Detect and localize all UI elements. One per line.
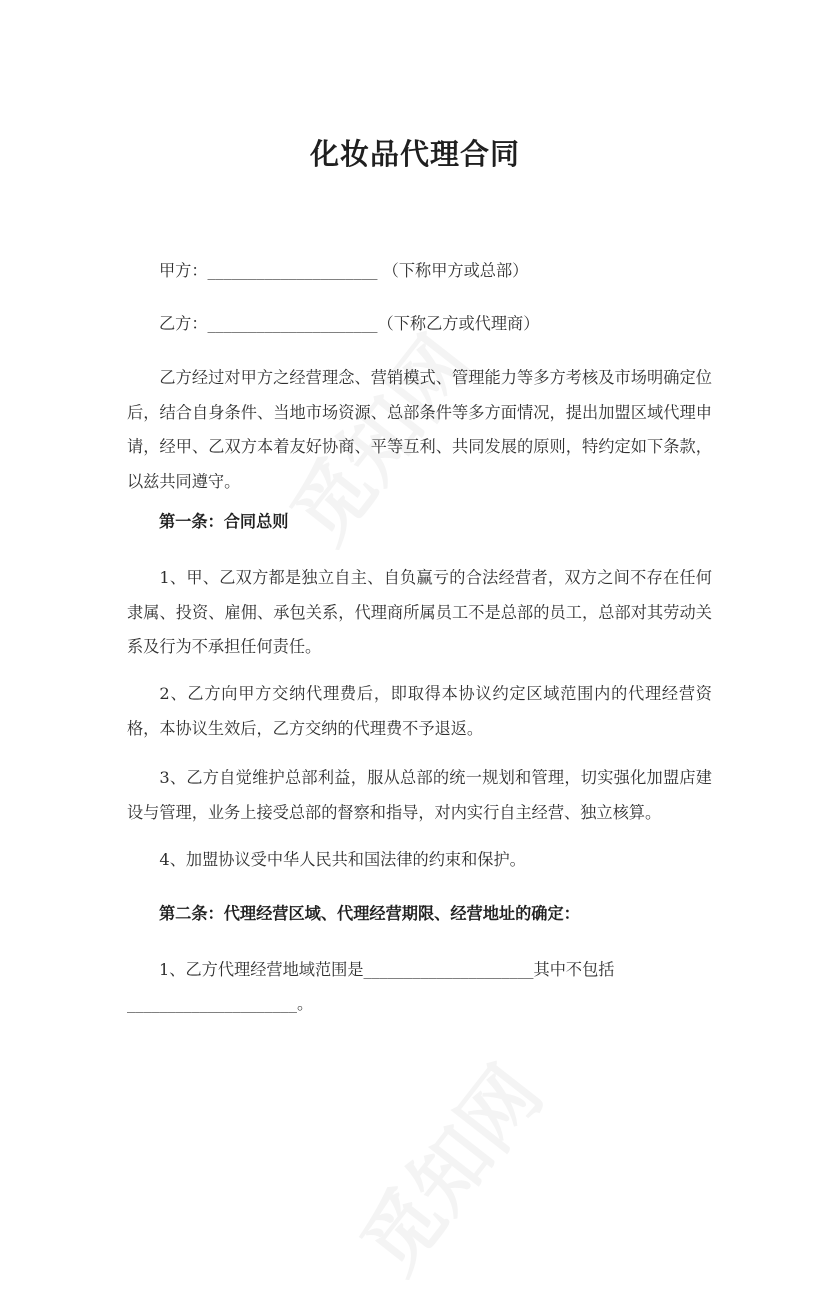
watermark-bottom bbox=[331, 1039, 563, 1292]
intro-paragraph: 乙方经过对甲方之经营理念、营销模式、管理能力等多方考核及市场明确定位后，结合自身条件、当地市场资源、总部条件等多方面情况，提出加盟区域代理申请，经甲、乙双方本着友好协商、平等互利、共同发展的原则，特约定如下条款，以兹共同遵守。 bbox=[127, 368, 712, 491]
article-1-item-4: 4、加盟协议受中华人民共和国法律的约束和保护。 bbox=[159, 850, 526, 869]
article-2-item-1-line-2: _____________________。 bbox=[127, 994, 314, 1013]
article-2-heading: 第二条：代理经营区域、代理经营期限、经营地址的确定： bbox=[159, 904, 580, 923]
party-a-line: 甲方：_____________________ （下称甲方或总部） bbox=[159, 261, 529, 280]
article-1-item-1: 1、甲、乙双方都是独立自主、自负赢亏的合法经营者，双方之间不存在任何隶属、投资、雇佣、承包关系，代理商所属员工不是总部的员工，总部对其劳动关系及行为不承担任何责任。 bbox=[127, 568, 712, 656]
party-b-line: 乙方：_____________________（下称乙方或代理商） bbox=[159, 314, 540, 333]
article-1-item-3: 3、乙方自觉维护总部利益，服从总部的统一规划和管理，切实强化加盟店建设与管理，业务上接受总部的督察和指导，对内实行自主经营、独立核算。 bbox=[127, 768, 712, 822]
article-1-heading: 第一条：合同总则 bbox=[159, 512, 289, 531]
article-2-item-1-line-1: 1、乙方代理经营地域范围是_____________________其中不包括 bbox=[159, 960, 615, 979]
article-1-item-2: 2、乙方向甲方交纳代理费后，即取得本协议约定区域范围内的代理经营资格，本协议生效后，乙方交纳的代理费不予退返。 bbox=[127, 684, 712, 738]
page-title: 化妆品代理合同 bbox=[309, 137, 520, 171]
